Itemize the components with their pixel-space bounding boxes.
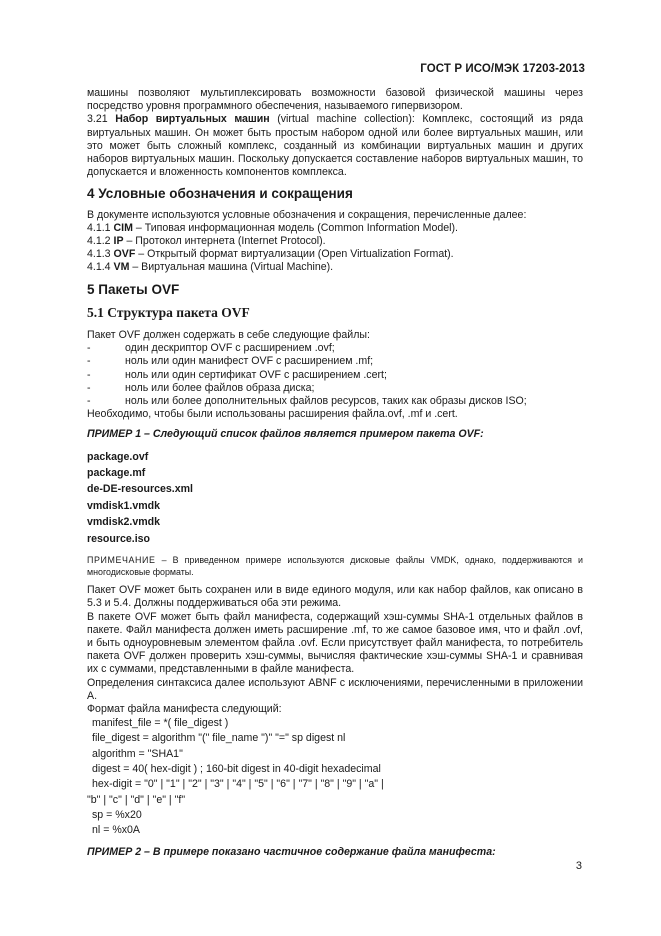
definition-text: (virtual machine collection): Комплекс, состоящий из ряда виртуальных машин. Он может быть простым набором одной или более виртуальных машин, или это может быть сложный комплекс, созданный из комбинации виртуальных машин и других наборов виртуальных машин. Поскольку допускается составление наборов виртуальных машин, то допускается и вложенность компонентов комплекса. <box>87 113 584 179</box>
abnf-line: hex-digit = "0" | "1" | "2" | "3" | "4" | "5" | "6" | "7" | "8" | "9" | "a" | <box>92 778 384 791</box>
standard-header: ГОСТ Р ИСО/МЭК 17203-2013 <box>420 63 585 75</box>
definition-term: Набор виртуальных машин <box>115 113 270 126</box>
example-file-list <box>87 449 583 547</box>
example-file-name: package.mf <box>87 467 146 480</box>
list-dash: - <box>87 355 91 368</box>
abbreviation-number: 4.1.1 <box>87 221 114 234</box>
example-file-name: vmdisk2.vmdk <box>87 516 161 529</box>
abbreviation-text: – Протокол интернета (Internet Protocol). <box>123 235 326 248</box>
definition-number: 3.21 <box>87 113 108 126</box>
abbreviation-text: – Типовая информационная модель (Common Information Model). <box>132 221 458 234</box>
list-item-text: один дескриптор OVF с расширением .ovf; <box>125 342 335 355</box>
abbreviation-number: 4.1.2 <box>87 235 114 248</box>
section-4-intro: В документе используются условные обозначения и сокращения, перечисленные далее: <box>87 208 527 221</box>
abbreviation-term: OVF <box>113 248 136 261</box>
page-number: 3 <box>575 860 582 872</box>
list-dash: - <box>87 395 91 408</box>
section-5-1-heading: 5.1 Структура пакета OVF <box>87 304 250 320</box>
section-4-heading: 4 Условные обозначения и сокращения <box>87 186 353 202</box>
abbreviation-number: 4.1.3 <box>87 248 114 261</box>
note <box>87 555 583 578</box>
abbreviation-item <box>87 222 583 235</box>
note-text: – В приведенном примере используются дисковые файлы VMDK, однако, поддерживаются и многодисковые форматы. <box>87 555 583 577</box>
list-item-text: ноль или один манифест OVF с расширением .mf; <box>125 355 374 368</box>
example-file-name: de-DE-resources.xml <box>87 483 193 496</box>
example-file-name: package.ovf <box>87 450 149 463</box>
abbreviation-item <box>87 235 583 248</box>
abnf-line: sp = %x20 <box>92 808 142 821</box>
abnf-line: manifest_file = *( file_digest ) <box>92 717 229 730</box>
example-file-name: resource.iso <box>87 532 151 545</box>
list-item <box>87 355 583 368</box>
abbreviation-term: IP <box>113 235 124 248</box>
list-item <box>87 342 583 355</box>
example-file-name: vmdisk1.vmdk <box>87 499 161 512</box>
abnf-line: file_digest = algorithm "(" file_name ")" "=" sp digest nl <box>92 732 346 745</box>
abnf-line: algorithm = "SHA1" <box>92 747 183 760</box>
abnf-grammar <box>87 716 583 838</box>
abbreviation-item <box>87 248 583 261</box>
format-intro: Формат файла манифеста следующий: <box>87 702 282 715</box>
page-content <box>87 87 583 866</box>
definition-3-21 <box>87 113 583 179</box>
abnf-line: "b" | "c" | "d" | "e" | "f" <box>87 793 186 806</box>
abbreviation-text: – Виртуальная машина (Virtual Machine). <box>129 261 334 274</box>
abnf-paragraph: Определения синтаксиса далее используют ABNF с исключениями, перечисленными в приложении А. <box>87 676 583 702</box>
list-item <box>87 369 583 382</box>
example-2-caption: ПРИМЕР 2 – В примере показано частичное содержание файла манифеста: <box>87 845 496 858</box>
list-dash: - <box>87 342 91 355</box>
list-item <box>87 382 583 395</box>
list-item <box>87 395 583 408</box>
abbreviation-item <box>87 261 583 274</box>
example-1-caption: ПРИМЕР 1 – Следующий список файлов является примером пакета OVF: <box>87 428 484 441</box>
list-dash: - <box>87 368 91 381</box>
section-5-1-intro: Пакет OVF должен содержать в себе следующие файлы: <box>87 329 370 342</box>
abbreviation-text: – Открытый формат виртуализации (Open Virtualization Format). <box>135 248 454 261</box>
list-item-text: ноль или более файлов образа диска; <box>125 381 315 394</box>
intro-paragraph: машины позволяют мультиплексировать возможности базовой физической машины через посредство уровня программного обеспечения, называемого гипервизором. <box>87 87 583 113</box>
required-files-list <box>87 342 583 408</box>
list-item-text: ноль или один сертификат OVF с расширением .cert; <box>125 368 387 381</box>
manifest-paragraph: В пакете OVF может быть файл манифеста, содержащий хэш-суммы SHA-1 отдельных файлов в пакете. Файл манифеста должен иметь расширение .mf, то же самое базовое имя, что и файл .ovf, и быть одноуровневым элементом файла .ovf. Если присутствует файл манифеста, то потребитель пакета OVF должен проверить хэш-суммы, вычисляя фактические хэш-суммы SHA-1 и сравнивая их с суммами, представленными в файле манифеста. <box>87 610 583 676</box>
list-item-text: ноль или более дополнительных файлов ресурсов, таких как образы дисков ISO; <box>125 395 527 408</box>
abbreviation-term: CIM <box>113 221 133 234</box>
abbreviation-list <box>87 222 583 275</box>
note-label: ПРИМЕЧАНИЕ <box>87 555 156 566</box>
abbreviation-term: VM <box>113 261 130 274</box>
list-dash: - <box>87 381 91 394</box>
abnf-line: digest = 40( hex-digit ) ; 160-bit digest in 40-digit hexadecimal <box>92 763 381 776</box>
storage-paragraph: Пакет OVF может быть сохранен или в виде единого модуля, или как набор файлов, как описано в 5.3 и 5.4. Должны поддерживаться оба эти режима. <box>87 584 583 610</box>
required-extensions: Необходимо, чтобы были использованы расширения файла.ovf, .mf и .cert. <box>87 408 458 421</box>
abnf-line: nl = %x0A <box>92 824 140 837</box>
abbreviation-number: 4.1.4 <box>87 261 114 274</box>
section-5-heading: 5 Пакеты OVF <box>87 281 180 297</box>
